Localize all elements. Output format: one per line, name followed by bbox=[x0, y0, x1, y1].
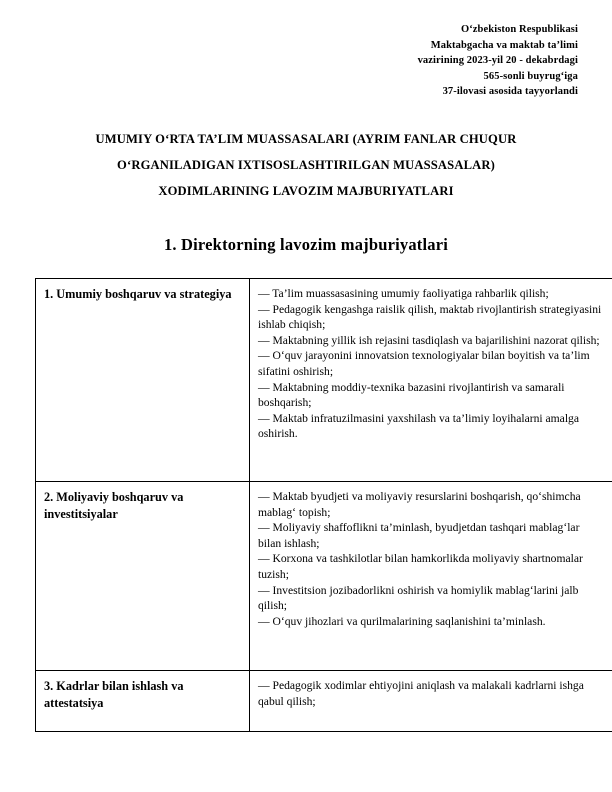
duty-item: — Pedagogik kengashga raislik qilish, maktab rivojlantirish strategiyasini ishlab chiqish; bbox=[258, 302, 602, 332]
duty-items-cell bbox=[250, 279, 612, 482]
duty-item: — Moliyaviy shaffoflikni ta’minlash, byudjetdan tashqari mablag‘lar bilan ishlash; bbox=[258, 521, 580, 550]
header-line-4: 565-sonli buyrug‘iga bbox=[483, 70, 578, 82]
duty-items-cell bbox=[250, 671, 612, 732]
duty-item: — Korxona va tashkilotlar bilan hamkorlikda moliyaviy shartnomalar tuzish; bbox=[258, 552, 583, 581]
header-line-1: O‘zbekiston Respublikasi bbox=[460, 24, 578, 35]
duty-item: — Pedagogik xodimlar ehtiyojini aniqlash va malakali kadrlarni ishga qabul qilish; bbox=[258, 679, 584, 708]
table-row bbox=[36, 279, 612, 482]
duty-item: — Maktab infratuzilmasini yaxshilash va ta’limiy loyihalarni amalga oshirish. bbox=[258, 411, 579, 441]
duty-item: — O‘quv jihozlari va qurilmalarining saqlanishini ta’minlash. bbox=[258, 614, 546, 628]
header-line-3: vazirining 2023-yil 20 - dekabrdagi bbox=[417, 55, 578, 66]
duty-item: — Maktab byudjeti va moliyaviy resurslarini boshqarish, qo‘shimcha mablag‘ topish; bbox=[258, 490, 581, 519]
page-title-line-1: UMUMIY O‘RTA TA’LIM MUASSASALARI (AYRIM FANLAR CHUQUR bbox=[95, 132, 517, 146]
page-title-line-2: O‘RGANILADIGAN IXTISOSLASHTIRILGAN MUASSASALAR) bbox=[117, 158, 495, 172]
document-header-block bbox=[318, 22, 578, 100]
duty-item: — Investitsion jozibadorlikni oshirish va homiylik mablag‘larini jalb qilish; bbox=[258, 583, 579, 613]
duty-category-cell: 3. Kadrlar bilan ishlash va attestatsiya bbox=[36, 671, 250, 732]
table-row bbox=[36, 671, 612, 732]
duty-items-cell bbox=[250, 482, 612, 671]
duties-table bbox=[35, 278, 612, 732]
table-row bbox=[36, 482, 612, 671]
duty-item: — Ta’lim muassasasining umumiy faoliyatiga rahbarlik qilish; bbox=[258, 287, 549, 300]
page-title-line-3: XODIMLARINING LAVOZIM MAJBURIYATLARI bbox=[158, 184, 454, 198]
duty-item: — Maktabning moddiy-texnika bazasini rivojlantirish va samarali boshqarish; bbox=[258, 380, 565, 410]
header-line-2: Maktabgacha va maktab ta’limi bbox=[430, 39, 578, 51]
section-heading: 1. Direktorning lavozim majburiyatlari bbox=[163, 235, 449, 254]
duty-category-cell: 2. Moliyaviy boshqaruv va investitsiyalar bbox=[36, 482, 250, 671]
duty-category-cell: 1. Umumiy boshqaruv va strategiya bbox=[36, 279, 250, 482]
duty-item: — Maktabning yillik ish rejasini tasdiqlash va bajarilishini nazorat qilish; bbox=[258, 333, 600, 347]
duty-item: — O‘quv jarayonini innovatsion texnologiyalar bilan boyitish va ta’lim sifatini oshirish; bbox=[258, 349, 590, 378]
page-title bbox=[46, 126, 566, 204]
header-line-5: 37-ilovasi asosida tayyorlandi bbox=[442, 86, 578, 97]
